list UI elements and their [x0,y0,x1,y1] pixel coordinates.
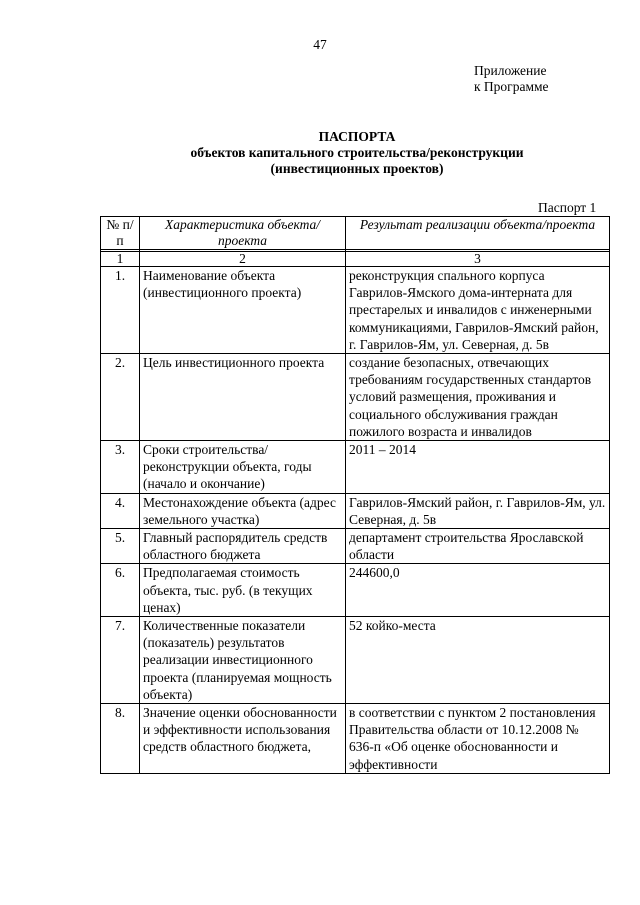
row-result: в соответствии с пунктом 2 постановления Правительства области от 10.12.2008 № 636-п «Об оценке обоснованности и эффективности [346,704,610,774]
row-num: 2. [101,354,140,441]
page-number: 47 [313,37,327,52]
row-num: 8. [101,704,140,774]
header-characteristic: Характеристика объекта/проекта [140,217,346,250]
table-row [101,704,610,774]
row-result: 52 койко-места [346,617,610,704]
header-num: № п/п [101,217,140,250]
appendix-note [474,63,549,95]
table-row [101,529,610,564]
index-1: 1 [101,252,140,267]
column-index-row [101,252,610,267]
row-num: 5. [101,529,140,564]
table-row [101,267,610,354]
row-result: 244600,0 [346,564,610,617]
table-row [101,354,610,441]
table-row [101,564,610,617]
row-characteristic: Наименование объекта (инвестиционного проекта) [140,267,346,354]
document-title [60,129,640,177]
passport-label: Паспорт 1 [538,200,597,215]
index-2: 2 [140,252,346,267]
appendix-line-1: Приложение [474,63,547,78]
table-row [101,493,610,528]
passport-table [100,216,610,774]
row-result: создание безопасных, отвечающих требованиям государственных стандартов условий размещения, проживания и социального обслуживания граждан пожилого возраста и инвалидов [346,354,610,441]
row-characteristic: Значение оценки обоснованности и эффективности использования средств областного бюджета, [140,704,346,774]
title-line-2: объектов капитального строительства/реконструкции [190,145,524,160]
row-characteristic: Цель инвестиционного проекта [140,354,346,441]
row-characteristic: Сроки строительства/реконструкции объекта, годы (начало и окончание) [140,441,346,494]
row-characteristic: Предполагаемая стоимость объекта, тыс. руб. (в текущих ценах) [140,564,346,617]
title-line-3: (инвестиционных проектов) [270,161,444,176]
row-num: 4. [101,493,140,528]
row-characteristic: Количественные показатели (показатель) результатов реализации инвестиционного проекта (планируемая мощность объекта) [140,617,346,704]
row-result: 2011 – 2014 [346,441,610,494]
row-num: 6. [101,564,140,617]
table-row [101,441,610,494]
appendix-line-2: к Программе [474,79,549,94]
row-num: 1. [101,267,140,354]
table-header-row [101,217,610,250]
header-result: Результат реализации объекта/проекта [346,217,610,250]
table-row [101,617,610,704]
title-line-1: ПАСПОРТА [318,129,396,144]
row-result: реконструкция спального корпуса Гаврилов-Ямского дома-интерната для престарелых и инвалидов с инженерными коммуникациями, Гаврилов-Ямский район, г. Гаврилов-Ям, ул. Северная, д. 5в [346,267,610,354]
row-characteristic: Главный распорядитель средств областного бюджета [140,529,346,564]
row-num: 7. [101,617,140,704]
row-num: 3. [101,441,140,494]
row-result: департамент строительства Ярославской области [346,529,610,564]
index-3: 3 [346,252,610,267]
row-characteristic: Местонахождение объекта (адрес земельного участка) [140,493,346,528]
row-result: Гаврилов-Ямский район, г. Гаврилов-Ям, ул. Северная, д. 5в [346,493,610,528]
